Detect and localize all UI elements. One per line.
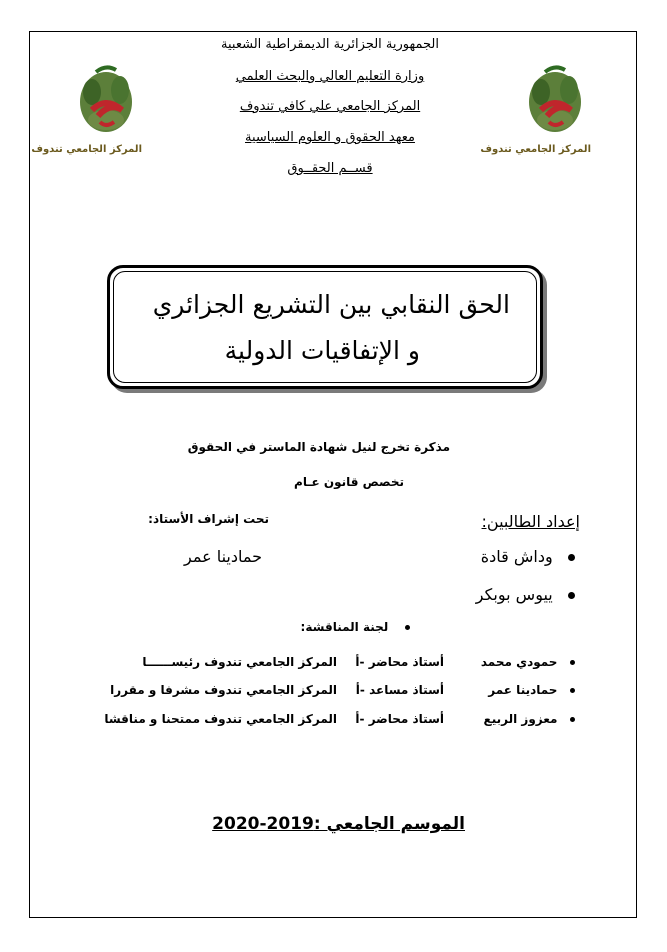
header-department: قســم الحقــوق: [287, 161, 373, 176]
committee-heading-text: لجنة المناقشة:: [300, 620, 389, 634]
supervisor-heading: تحت إشراف الأستاذ:: [148, 512, 269, 526]
specialty-text: تخصص قانون عـام: [294, 475, 404, 489]
student-item: [481, 547, 575, 566]
member-role: ممتحنا و مناقشا: [104, 712, 200, 726]
committee-row: [484, 712, 575, 726]
header-ministry: وزارة التعليم العالي والبحث العلمي: [235, 69, 425, 84]
member-rank: أستاذ محاضر -أ: [355, 712, 444, 726]
students-heading: إعداد الطالبين:: [481, 512, 580, 531]
logo-caption: المركز الجامعي تندوف: [480, 144, 591, 155]
bullet-icon: [568, 554, 575, 561]
header-center: المركز الجامعي علي كافي تندوف: [239, 99, 421, 114]
academic-year: الموسم الجامعي :2019-2020: [212, 814, 465, 834]
student-name: وداش قادة: [480, 547, 553, 566]
bullet-icon: [405, 625, 410, 630]
committee-row: [488, 683, 575, 697]
memo-text: مذكرة تخرج لنيل شهادة الماستر في الحقوق: [187, 440, 450, 454]
thesis-title-line1: الحق النقابي بين التشريع الجزائري: [152, 290, 510, 319]
bullet-icon: [570, 688, 575, 693]
member-institution: المركز الجامعي تندوف: [204, 683, 337, 697]
member-rank: أستاذ محاضر -أ: [355, 655, 444, 669]
university-logo-left: [31, 62, 142, 166]
committee-heading: [301, 620, 410, 634]
university-emblem-icon: [519, 62, 591, 142]
thesis-title-line2: و الإتفاقيات الدولية: [224, 336, 420, 365]
member-role: رئيســــــا: [142, 655, 200, 669]
header-republic: الجمهورية الجزائرية الديمقراطية الشعبية: [221, 37, 439, 52]
member-name: معزوز الربيع: [483, 712, 558, 726]
committee-row: [481, 655, 575, 669]
member-role: مشرفا و مقررا: [110, 683, 200, 697]
member-institution: المركز الجامعي تندوف: [204, 712, 337, 726]
student-item: [476, 585, 575, 604]
university-emblem-icon: [70, 62, 142, 142]
bullet-icon: [570, 660, 575, 665]
header-institute: معهد الحقوق و العلوم السياسية: [245, 130, 415, 145]
logo-caption: المركز الجامعي تندوف: [31, 144, 142, 155]
member-rank: أستاذ مساعد -أ: [355, 683, 444, 697]
university-logo-right: [480, 62, 591, 166]
bullet-icon: [570, 717, 575, 722]
student-name: ييوس بوبكر: [475, 585, 553, 604]
bullet-icon: [568, 592, 575, 599]
member-institution: المركز الجامعي تندوف: [204, 655, 337, 669]
supervisor-name: حمادينا عمر: [183, 547, 262, 566]
thesis-title-box: [107, 265, 543, 389]
member-name: حمادينا عمر: [488, 683, 558, 697]
member-name: حمودي محمد: [480, 655, 558, 669]
